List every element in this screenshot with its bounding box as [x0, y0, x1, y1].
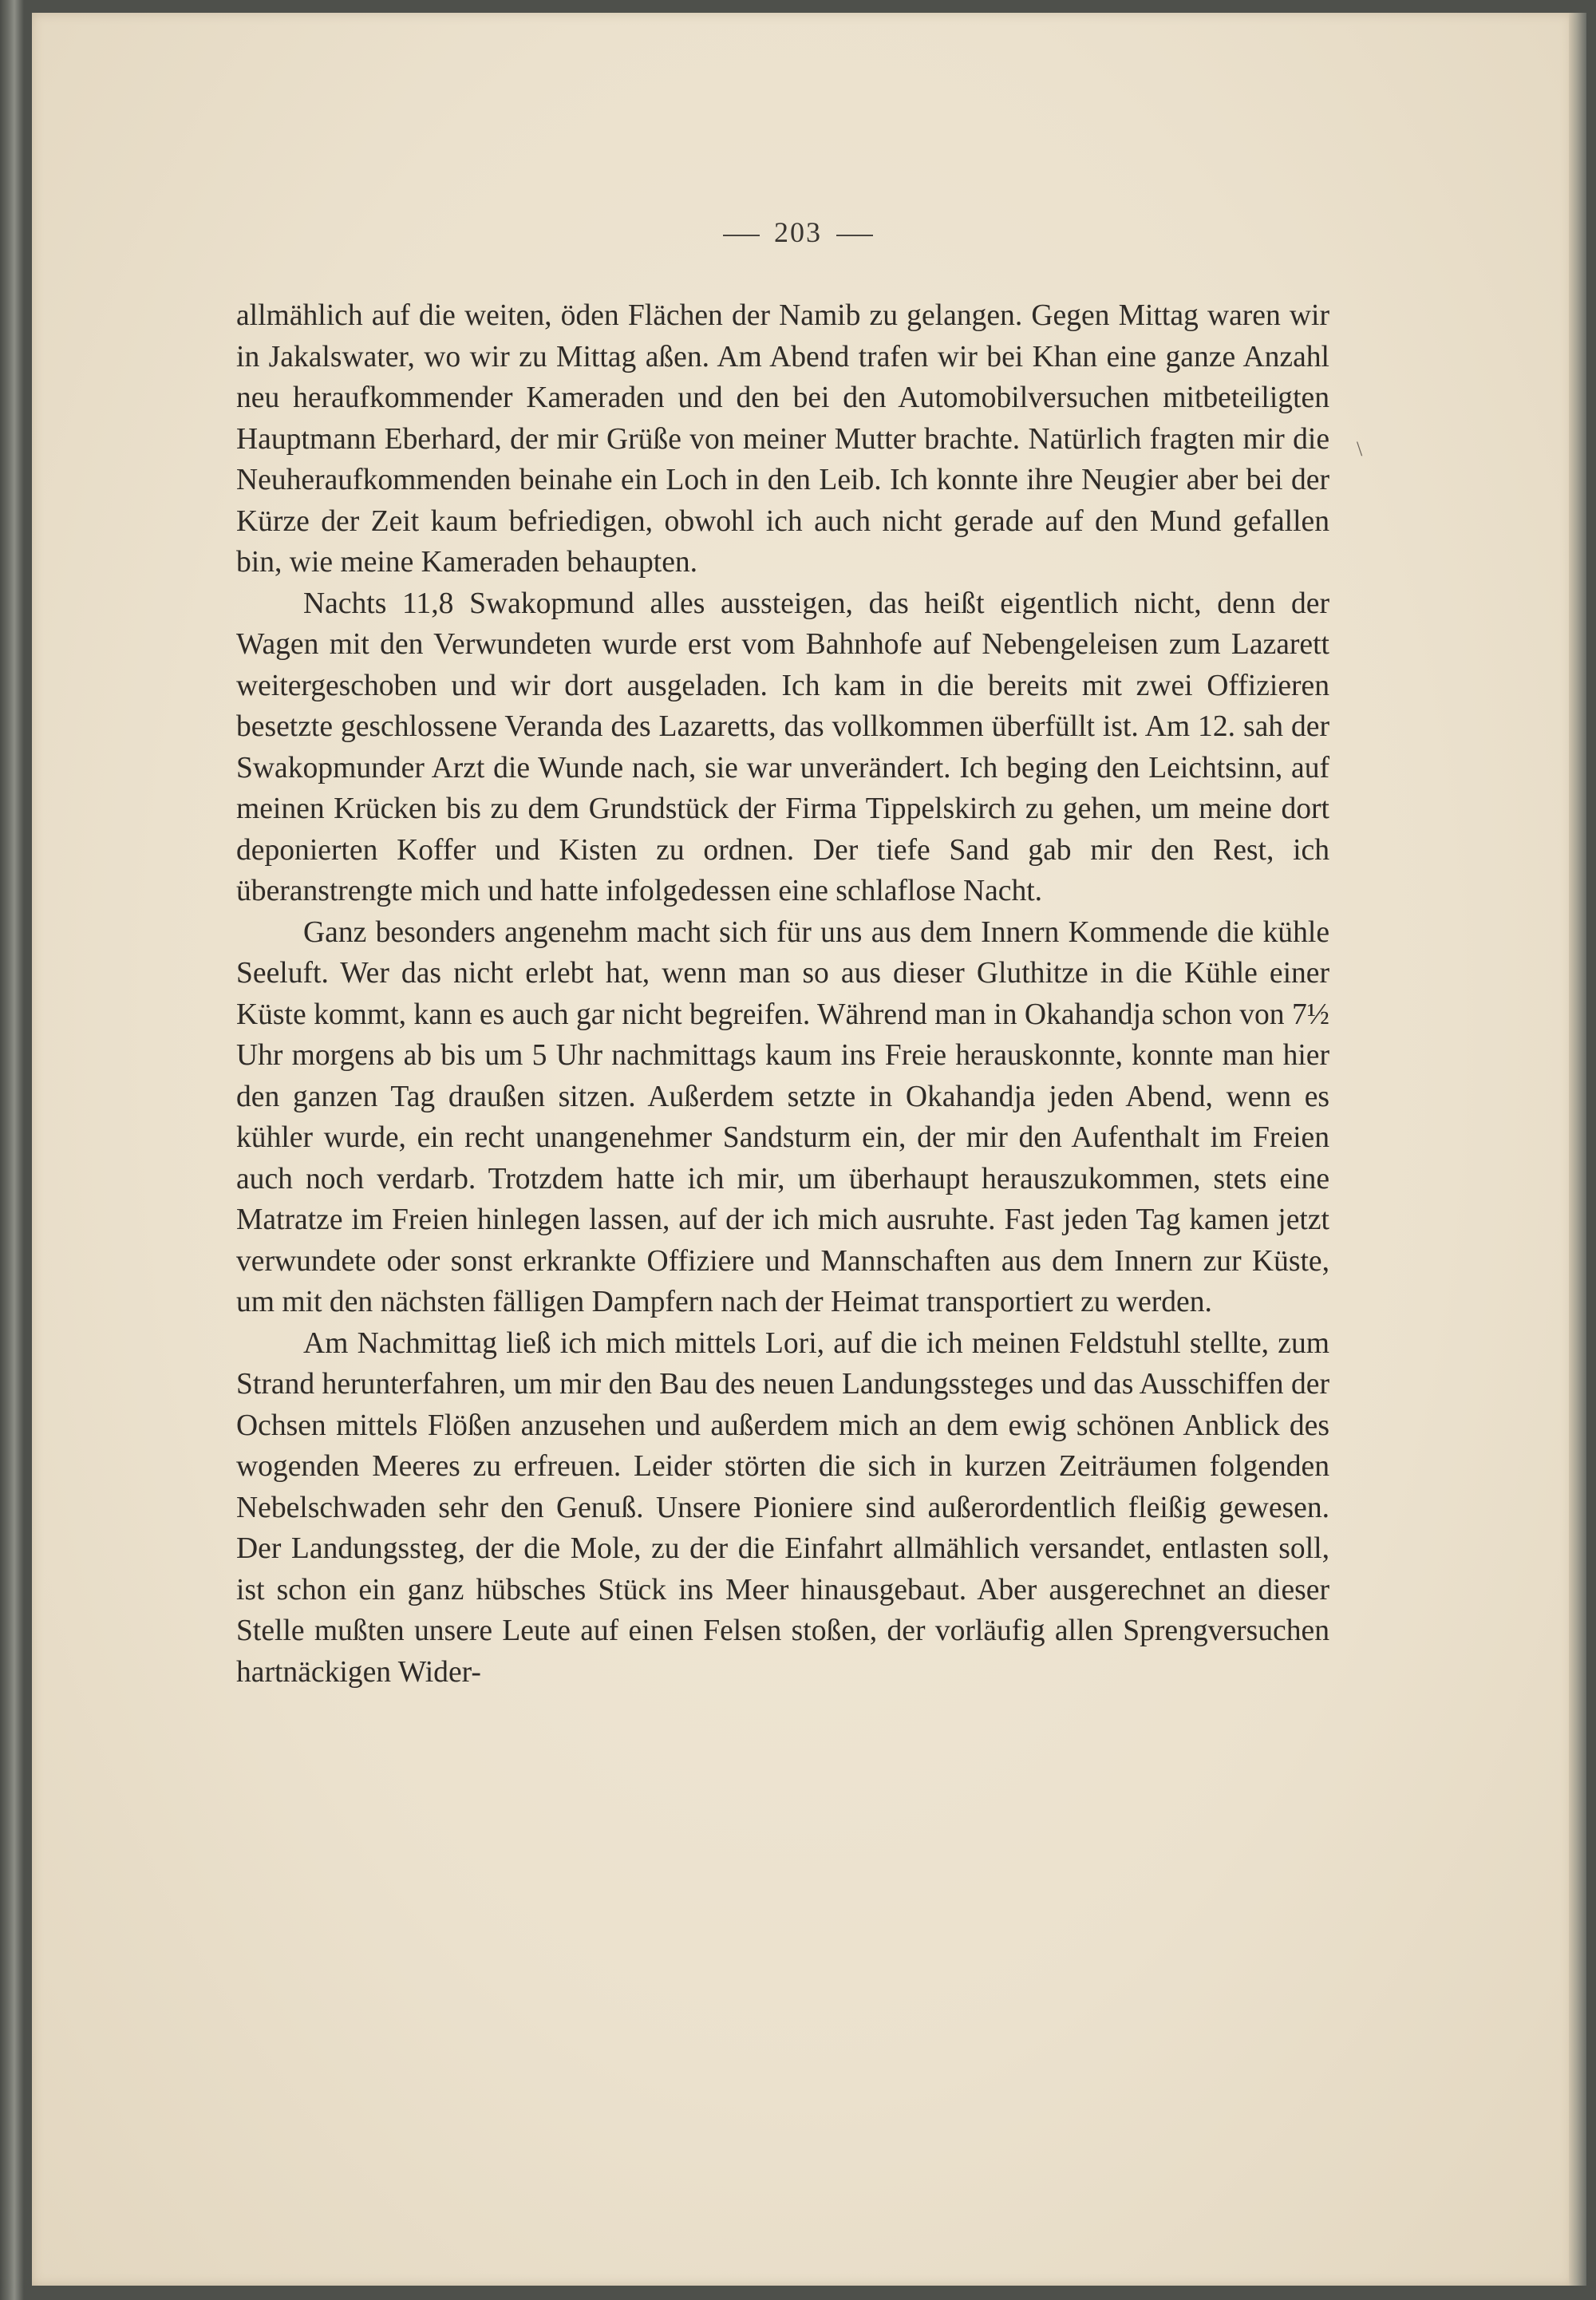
paragraph-3: Ganz besonders angenehm macht sich für uns aus dem Innern Kommende die kühle Seeluft. Wer das nicht erlebt hat, wenn man so aus dieser Gluthitze in die Kühle einer Küste kommt, kann es auch gar nicht begreifen. Während man in Okahandja schon von 7½ Uhr morgens ab bis um 5 Uhr nachmittags kaum ins Freie herauskonnte, konnte man hier den ganzen Tag draußen sitzen. Außerdem setzte in Okahandja jeden Abend, wenn es kühler wurde, ein recht unangenehmer Sandsturm ein, der mir den Aufenthalt im Freien auch noch verdarb. Trotzdem hatte ich mir, um überhaupt herauszukommen, stets eine Matratze im Freien hinlegen lassen, auf der ich mich ausruhte. Fast jeden Tag kamen jetzt verwundete oder sonst erkrankte Offiziere und Mannschaften aus dem Innern zur Küste, um mit den nächsten fälligen Dampfern nach der Heimat transportiert zu werden.	[236, 915, 1329, 1318]
page-number-text: 203	[774, 216, 822, 248]
page-number	[0, 215, 1596, 249]
paragraph-4: Am Nachmittag ließ ich mich mittels Lori, auf die ich meinen Feldstuhl stellte, zum Strand herunterfahren, um mir den Bau des neuen Landungssteges und das Ausschiffen der Ochsen mittels Flößen anzusehen und außerdem mich an dem ewig schönen Anblick des wogenden Meeres zu erfreuen. Leider störten die sich in kurzen Zeiträumen folgenden Nebelschwaden sehr den Genuß. Unsere Pioniere sind außerordentlich fleißig gewesen. Der Landungssteg, der die Mole, zu der die Einfahrt allmählich versandet, entlasten soll, ist schon ein ganz hübsches Stück ins Meer hinausgebaut. Aber ausgerechnet an dieser Stelle mußten unsere Leute auf einen Felsen stoßen, der vorläufig allen Sprengversuchen hartnäckigen Wider-	[236, 1326, 1329, 1689]
folio-dash-left	[723, 235, 760, 236]
paragraph-2: Nachts 11,8 Swakopmund alles aussteigen, das heißt eigentlich nicht, denn der Wagen mit den Verwundeten wurde erst vom Bahnhofe auf Nebengeleisen zum Lazarett weitergeschoben und wir dort ausgeladen. Ich kam in die bereits mit zwei Offizieren besetzte geschlossene Veranda des Lazaretts, das vollkommen überfüllt ist. Am 12. sah der Swakopmunder Arzt die Wunde nach, sie war unverändert. Ich beging den Leichtsinn, auf meinen Krücken bis zu dem Grundstück der Firma Tippelskirch zu gehen, um meine dort deponierten Koffer und Kisten zu ordnen. Der tiefe Sand gab mir den Rest, ich überanstrengte mich und hatte infolgedessen eine schlaflose Nacht.	[236, 587, 1329, 907]
paragraph-1: allmählich auf die weiten, öden Flächen der Namib zu gelangen. Gegen Mittag waren wir in Jakalswater, wo wir zu Mittag aßen. Am Abend trafen wir bei Khan eine ganze Anzahl neu heraufkommender Kameraden und den bei den Automobilversuchen mitbeteiligten Hauptmann Eberhard, der mir Grüße von meiner Mutter brachte. Natürlich fragten mir die Neuheraufkommenden beinahe ein Loch in den Leib. Ich konnte ihre Neugier aber bei der Kürze der Zeit kaum befriedigen, obwohl ich auch nicht gerade auf den Mund gefallen bin, wie meine Kameraden behaupten.	[236, 299, 1329, 579]
stray-mark: \	[1357, 437, 1363, 460]
folio-dash-right	[836, 235, 873, 236]
body-text	[236, 295, 1329, 1693]
page-edge	[1569, 13, 1586, 2286]
